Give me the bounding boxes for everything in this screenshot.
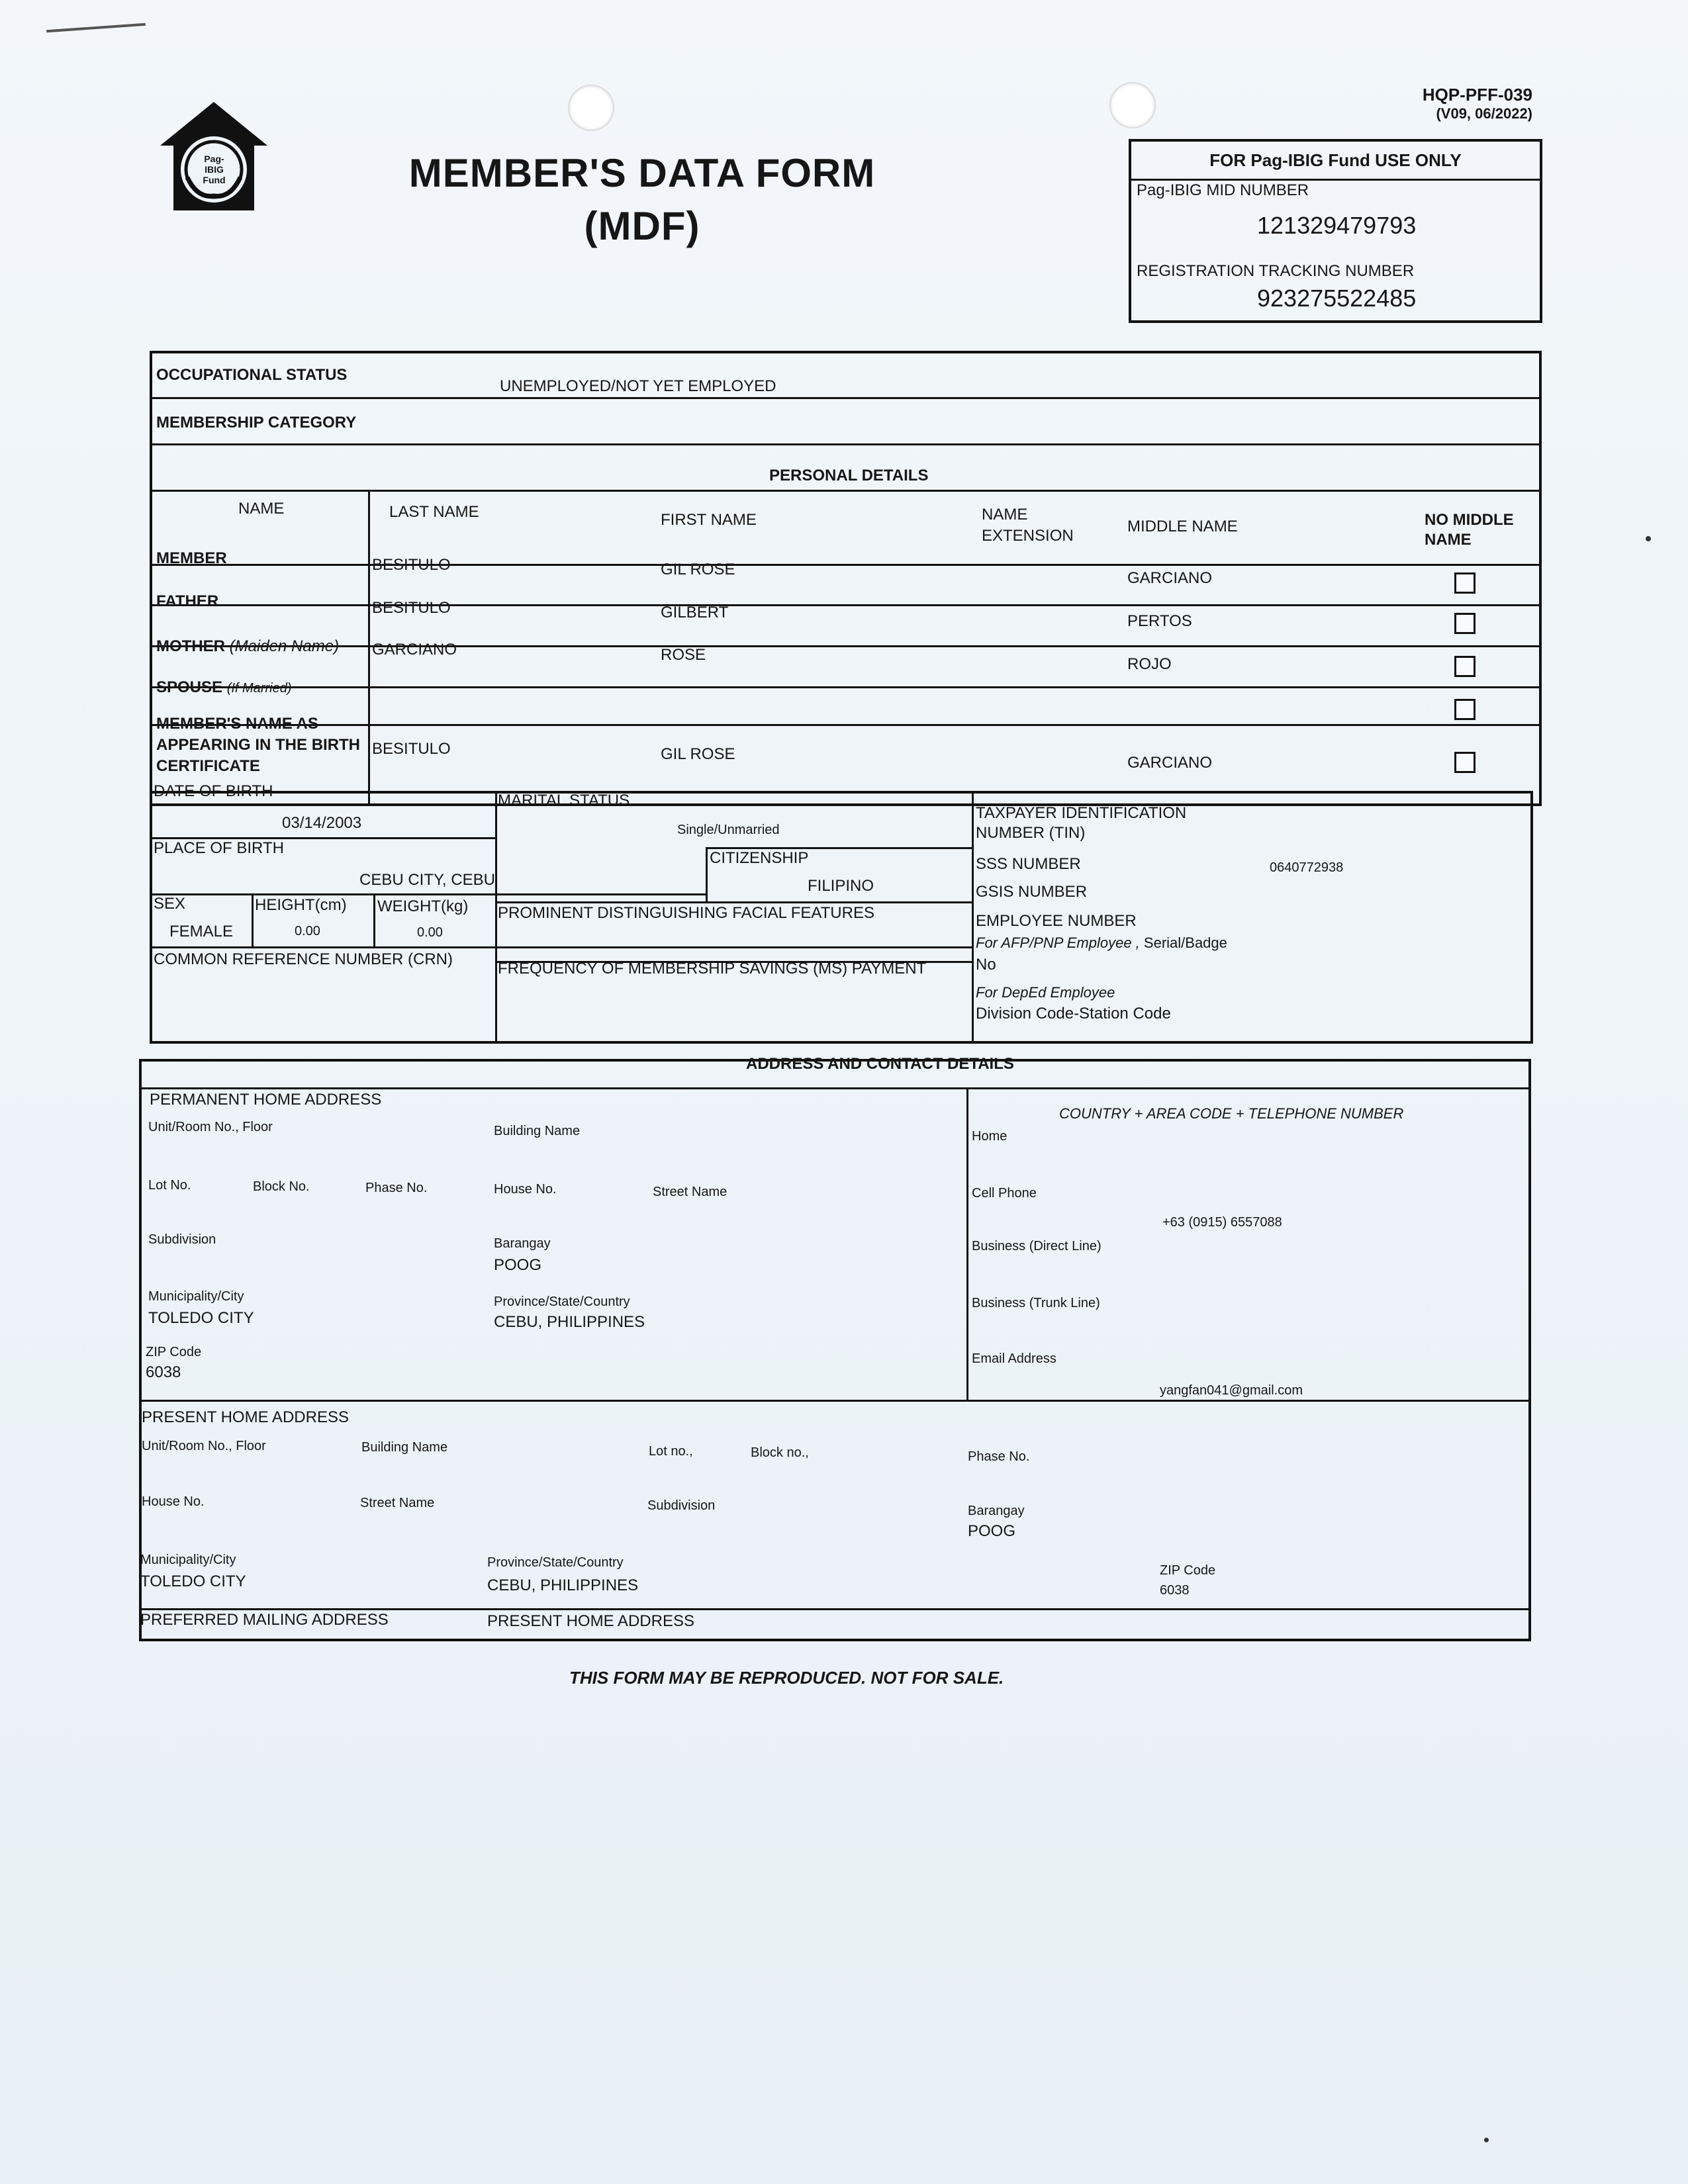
rtn-label: REGISTRATION TRACKING NUMBER xyxy=(1137,262,1415,280)
col-header-name-ext-2: EXTENSION xyxy=(982,527,1074,545)
personal-details-title: PERSONAL DETAILS xyxy=(769,467,929,484)
title-line-2: (MDF) xyxy=(584,204,700,248)
marital-status-value[interactable]: Single/Unmarried xyxy=(677,823,780,837)
deped-label: For DepEd Employee xyxy=(976,984,1115,1001)
page-title xyxy=(397,147,887,253)
punch-hole-left xyxy=(568,85,614,131)
pres-zip-value[interactable]: 6038 xyxy=(1160,1583,1190,1598)
punch-hole-right xyxy=(1109,82,1156,128)
facial-features-label: PROMINENT DISTINGUISHING FACIAL FEATURES xyxy=(498,904,874,922)
citizenship-label: CITIZENSHIP xyxy=(710,849,809,867)
perm-zip-label: ZIP Code xyxy=(146,1345,202,1359)
pres-barangay-value[interactable]: POOG xyxy=(968,1522,1016,1540)
form-version: (V09, 06/2022) xyxy=(1436,105,1532,122)
dob-value[interactable]: 03/14/2003 xyxy=(282,814,362,832)
mother-no-middle-checkbox[interactable] xyxy=(1454,656,1476,677)
member-row-label: MEMBER xyxy=(156,549,227,567)
gsis-label: GSIS NUMBER xyxy=(976,883,1088,901)
title-line-1: MEMBER'S DATA FORM xyxy=(408,151,876,195)
birth-cert-label-1: MEMBER'S NAME AS xyxy=(156,715,318,733)
pres-municipality-value[interactable]: TOLEDO CITY xyxy=(140,1572,246,1590)
col-header-name: NAME xyxy=(238,500,285,518)
perm-barangay-value[interactable]: POOG xyxy=(494,1256,542,1274)
perm-street-label: Street Name xyxy=(653,1185,727,1199)
afp-pnp-label: For AFP/PNP Employee , Serial/Badge xyxy=(976,934,1227,951)
col-header-first-name: FIRST NAME xyxy=(661,511,757,529)
pres-municipality-label: Municipality/City xyxy=(140,1553,236,1567)
logo-text: Pag-IBIG Fund xyxy=(203,154,226,185)
phone-format-header: COUNTRY + AREA CODE + TELEPHONE NUMBER xyxy=(1059,1105,1404,1122)
employee-number-label: EMPLOYEE NUMBER xyxy=(976,912,1137,930)
pres-phase-label: Phase No. xyxy=(968,1449,1030,1464)
height-label: HEIGHT(cm) xyxy=(255,896,347,914)
birth-cert-last-name[interactable]: BESITULO xyxy=(372,740,451,758)
ms-frequency-label: FREQUENCY OF MEMBERSHIP SAVINGS (MS) PAYMENT xyxy=(498,960,927,978)
pag-ibig-logo xyxy=(158,99,270,215)
tin-label-2: NUMBER (TIN) xyxy=(976,824,1086,842)
height-value[interactable]: 0.00 xyxy=(295,924,320,938)
birth-cert-no-middle-checkbox[interactable] xyxy=(1454,752,1476,773)
pres-building-label: Building Name xyxy=(361,1440,448,1455)
mid-number-value[interactable]: 121329479793 xyxy=(1257,212,1417,239)
pob-value[interactable]: CEBU CITY, CEBU xyxy=(359,871,495,889)
permanent-address-title: PERMANENT HOME ADDRESS xyxy=(150,1091,382,1109)
perm-lot-label: Lot No. xyxy=(148,1178,191,1193)
fund-use-box xyxy=(1129,139,1542,323)
spouse-row-label: SPOUSE (If Married) xyxy=(156,678,292,696)
deped-division-label: Division Code-Station Code xyxy=(976,1005,1171,1023)
citizenship-value[interactable]: FILIPINO xyxy=(808,877,874,895)
marital-status-label: MARITAL STATUS xyxy=(498,792,630,809)
mother-row-label: MOTHER (Maiden Name) xyxy=(156,637,340,655)
reproduction-notice: THIS FORM MAY BE REPRODUCED. NOT FOR SALE. xyxy=(569,1668,1004,1688)
mother-last-name[interactable]: GARCIANO xyxy=(372,641,457,659)
afp-pnp-label-3: No xyxy=(976,956,996,974)
father-first-name[interactable]: GILBERT xyxy=(661,604,729,621)
col-header-no-middle-1: NO MIDDLE xyxy=(1425,511,1514,529)
perm-house-label: House No. xyxy=(494,1182,557,1197)
perm-province-value[interactable]: CEBU, PHILIPPINES xyxy=(494,1313,645,1331)
sss-label: SSS NUMBER xyxy=(976,855,1081,873)
perm-block-label: Block No. xyxy=(253,1179,310,1194)
member-middle-name[interactable]: GARCIANO xyxy=(1127,569,1213,587)
birth-cert-middle-name[interactable]: GARCIANO xyxy=(1127,754,1213,772)
business-direct-label: Business (Direct Line) xyxy=(972,1239,1102,1253)
scan-mark xyxy=(46,23,146,32)
present-address-title: PRESENT HOME ADDRESS xyxy=(142,1408,349,1426)
home-phone-label: Home xyxy=(972,1129,1008,1144)
weight-label: WEIGHT(kg) xyxy=(377,897,469,915)
weight-value[interactable]: 0.00 xyxy=(417,925,443,940)
rtn-value[interactable]: 923275522485 xyxy=(1257,285,1417,312)
sss-value[interactable]: 0640772938 xyxy=(1270,860,1344,875)
pres-subdivision-label: Subdivision xyxy=(647,1498,716,1513)
perm-province-label: Province/State/Country xyxy=(494,1295,630,1309)
birth-cert-first-name[interactable]: GIL ROSE xyxy=(661,745,735,763)
perm-phase-label: Phase No. xyxy=(365,1181,428,1195)
pres-province-value[interactable]: CEBU, PHILIPPINES xyxy=(487,1576,639,1594)
father-last-name[interactable]: BESITULO xyxy=(372,599,451,617)
member-no-middle-checkbox[interactable] xyxy=(1454,572,1476,594)
cell-phone-value[interactable]: +63 (0915) 6557088 xyxy=(1162,1215,1282,1230)
tin-label-1: TAXPAYER IDENTIFICATION xyxy=(976,804,1187,822)
occupational-status-value[interactable]: UNEMPLOYED/NOT YET EMPLOYED xyxy=(500,377,776,395)
perm-municipality-value[interactable]: TOLEDO CITY xyxy=(148,1309,254,1327)
form-code-block xyxy=(1423,85,1532,122)
occupational-status-label: OCCUPATIONAL STATUS xyxy=(156,366,348,384)
member-first-name[interactable]: GIL ROSE xyxy=(661,561,735,578)
form-code: HQP-PFF-039 xyxy=(1422,85,1532,105)
col-header-no-middle-2: NAME xyxy=(1425,531,1472,549)
business-trunk-label: Business (Trunk Line) xyxy=(972,1296,1100,1310)
perm-zip-value[interactable]: 6038 xyxy=(146,1363,181,1381)
address-table xyxy=(139,1059,1531,1641)
father-row-label: FATHER xyxy=(156,592,219,610)
perm-unit-label: Unit/Room No., Floor xyxy=(148,1120,273,1134)
perm-municipality-label: Municipality/City xyxy=(148,1289,244,1304)
birth-cert-label-2: APPEARING IN THE BIRTH xyxy=(156,736,361,754)
preferred-mailing-value[interactable]: PRESENT HOME ADDRESS xyxy=(487,1612,694,1630)
col-header-middle-name: MIDDLE NAME xyxy=(1127,518,1238,535)
fund-use-header: FOR Pag-IBIG Fund USE ONLY xyxy=(1131,142,1540,181)
birth-cert-label-3: CERTIFICATE xyxy=(156,757,260,775)
preferred-mailing-label: PREFERRED MAILING ADDRESS xyxy=(140,1611,389,1629)
pres-street-label: Street Name xyxy=(360,1496,435,1510)
pres-lot-label: Lot no., xyxy=(649,1444,693,1459)
pres-barangay-label: Barangay xyxy=(968,1504,1025,1518)
col-header-last-name: LAST NAME xyxy=(389,503,479,521)
father-no-middle-checkbox[interactable] xyxy=(1454,613,1476,634)
crn-label: COMMON REFERENCE NUMBER (CRN) xyxy=(154,950,453,968)
mother-middle-name[interactable]: ROJO xyxy=(1127,655,1172,673)
sex-label: SEX xyxy=(154,895,186,913)
member-last-name[interactable]: BESITULO xyxy=(372,556,451,574)
email-value[interactable]: yangfan041@gmail.com xyxy=(1160,1383,1303,1398)
dob-label: DATE OF BIRTH xyxy=(154,782,273,800)
membership-category-label: MEMBERSHIP CATEGORY xyxy=(156,414,357,432)
pob-label: PLACE OF BIRTH xyxy=(154,839,284,857)
father-middle-name[interactable]: PERTOS xyxy=(1127,612,1192,630)
pres-block-label: Block no., xyxy=(751,1445,809,1460)
spouse-no-middle-checkbox[interactable] xyxy=(1454,699,1476,720)
cell-phone-label: Cell Phone xyxy=(972,1186,1037,1201)
col-header-name-ext-1: NAME xyxy=(982,506,1028,523)
address-section-title: ADDRESS AND CONTACT DETAILS xyxy=(746,1055,1014,1073)
scan-speck xyxy=(1646,536,1651,541)
email-label: Email Address xyxy=(972,1351,1056,1366)
perm-subdivision-label: Subdivision xyxy=(148,1232,216,1247)
pres-zip-label: ZIP Code xyxy=(1160,1563,1216,1578)
mother-first-name[interactable]: ROSE xyxy=(661,646,706,664)
pres-house-label: House No. xyxy=(142,1494,205,1509)
perm-barangay-label: Barangay xyxy=(494,1236,551,1251)
pres-unit-label: Unit/Room No., Floor xyxy=(142,1439,266,1453)
mid-number-label: Pag-IBIG MID NUMBER xyxy=(1137,181,1309,199)
pres-province-label: Province/State/Country xyxy=(487,1555,624,1570)
scan-speck xyxy=(1484,2138,1489,2142)
sex-value[interactable]: FEMALE xyxy=(169,923,234,940)
perm-building-label: Building Name xyxy=(494,1124,581,1138)
